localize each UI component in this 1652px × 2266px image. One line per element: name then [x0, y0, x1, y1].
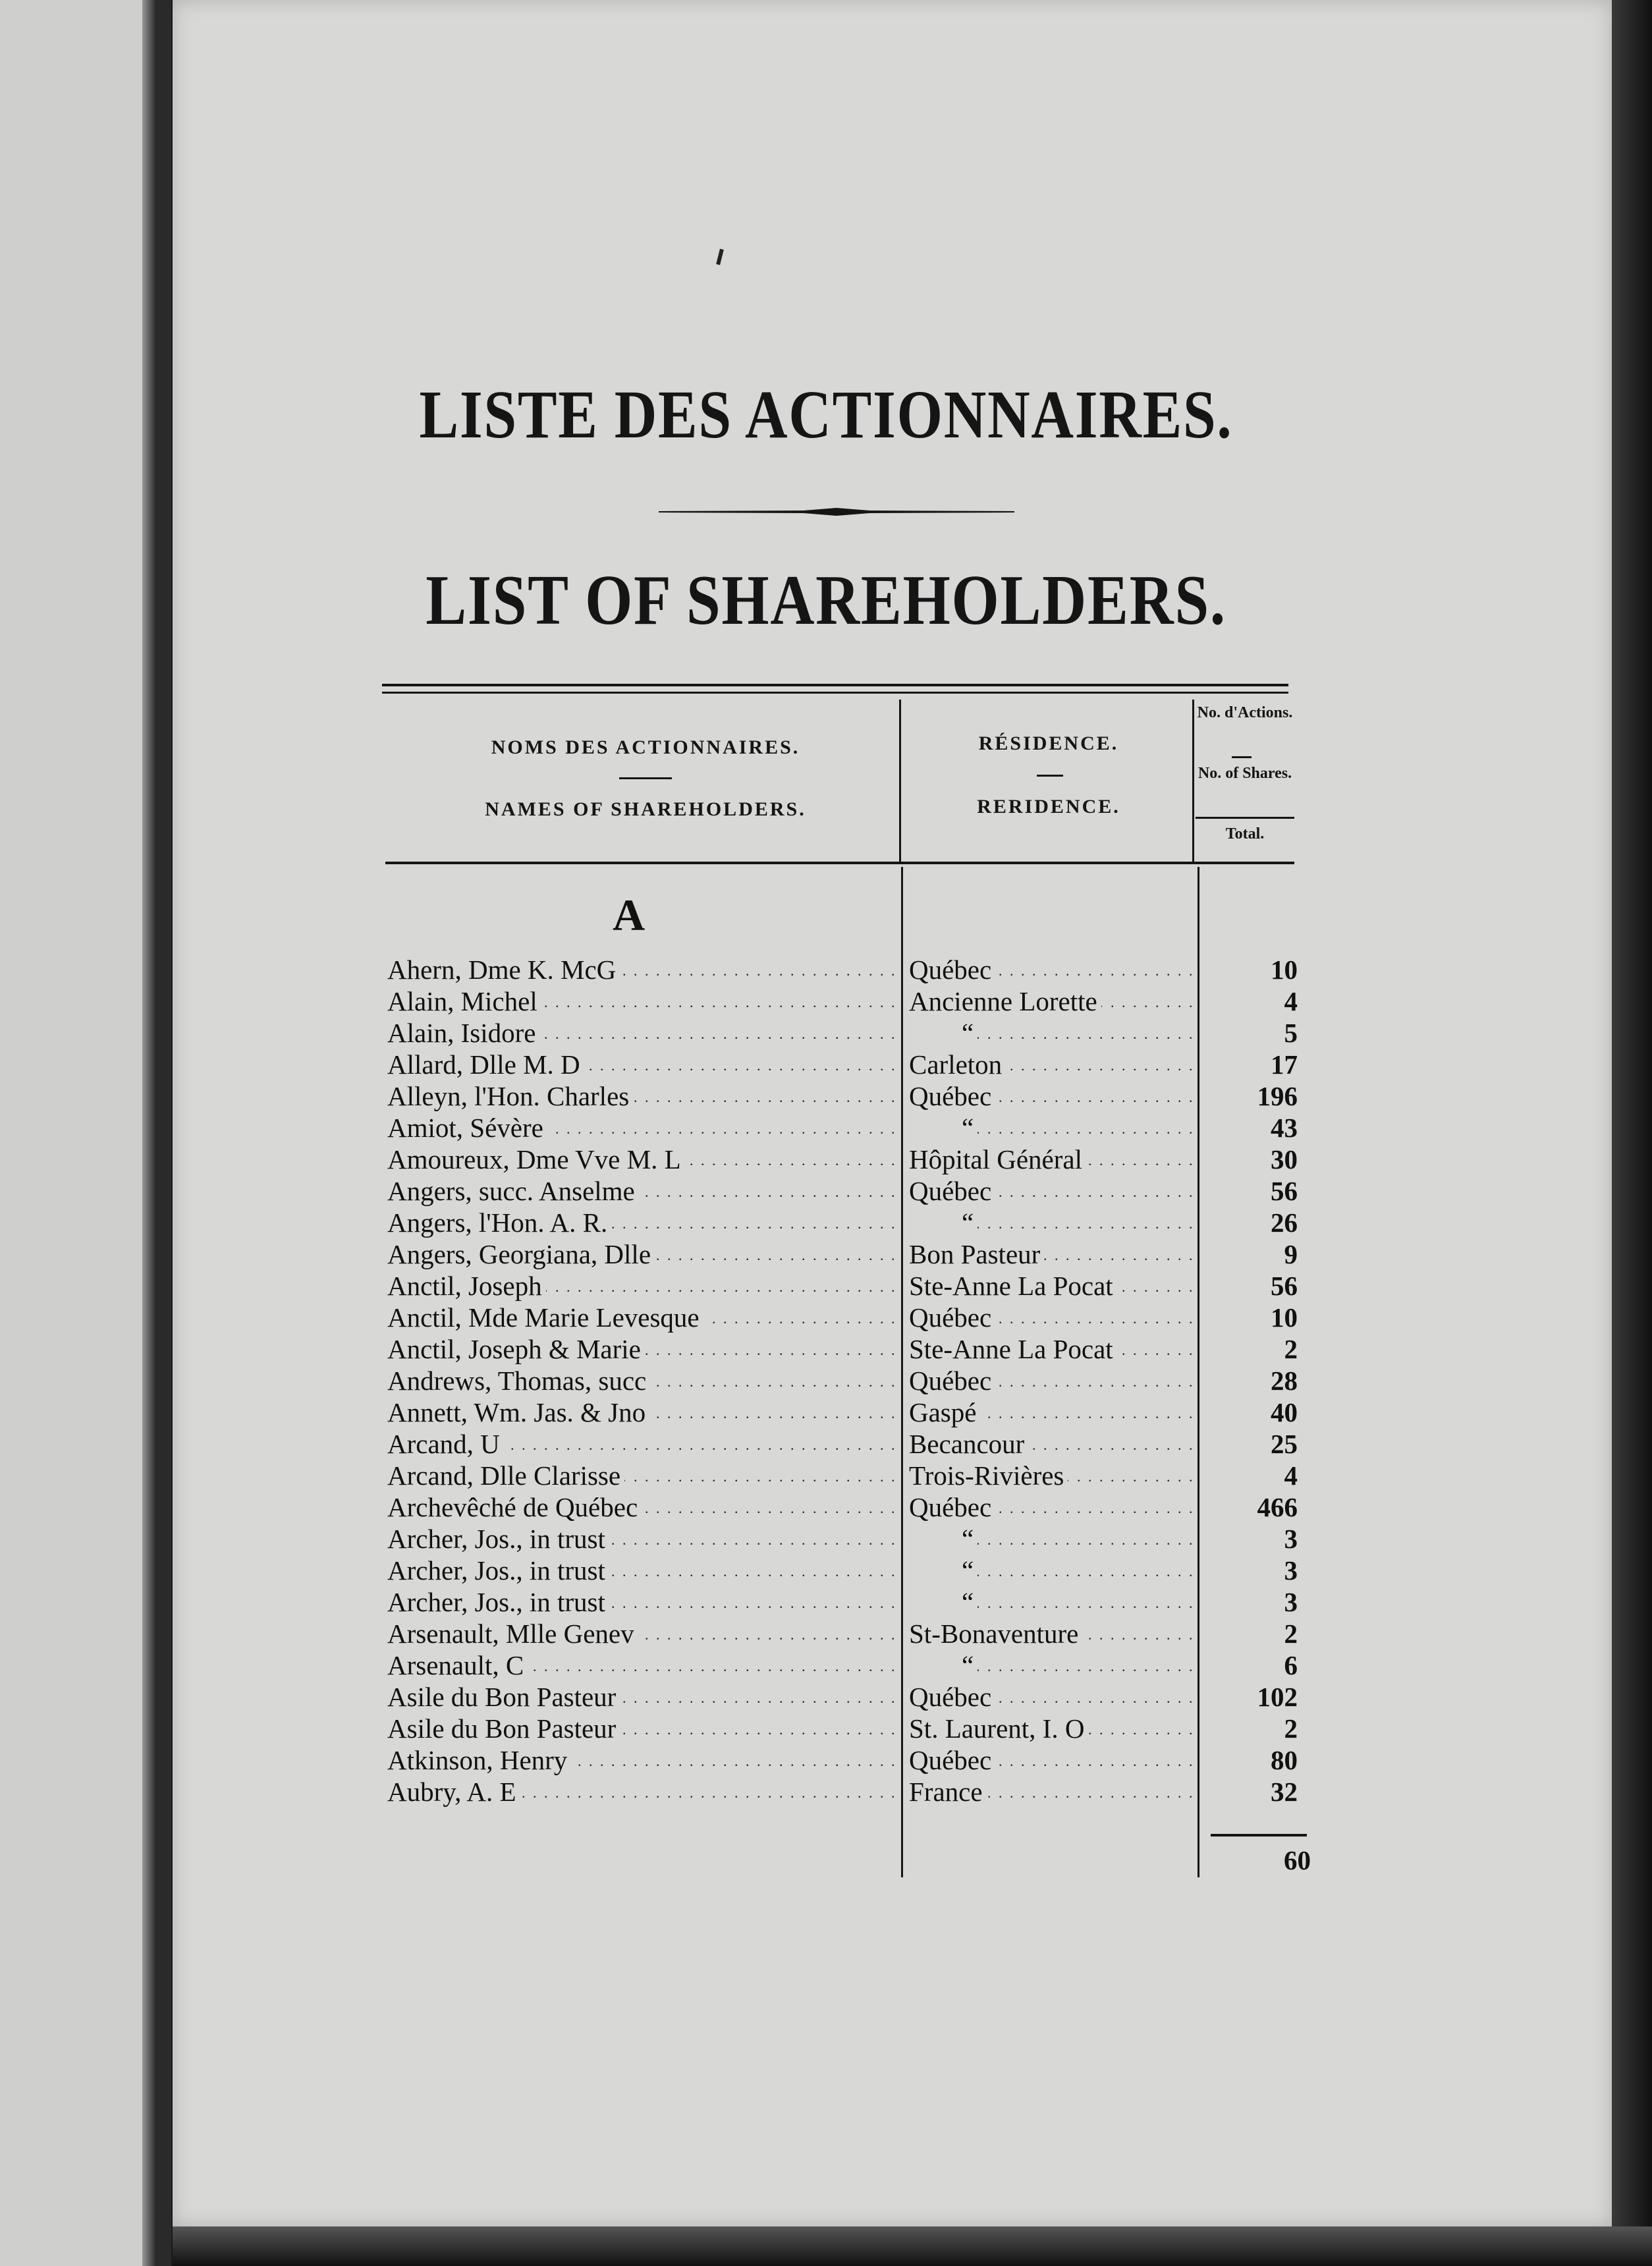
table-row: [0, 1144, 1652, 1175]
share-count: 25: [1271, 1429, 1298, 1459]
shareholder-residence: “ . . .: [909, 1017, 1199, 1049]
table-row: [0, 1302, 1652, 1333]
shareholder-name: Ahern, Dme K. McG . . .: [387, 954, 898, 985]
table-row: [0, 1175, 1652, 1207]
shareholder-residence: Ancienne Lorette . . .: [909, 985, 1199, 1017]
shareholder-residence: Gaspé . . .: [909, 1396, 1199, 1428]
table-row: [0, 1555, 1652, 1586]
table-row: [0, 1744, 1652, 1776]
shareholder-name: Arsenault, Mlle Genev . . .: [387, 1618, 898, 1649]
share-count: 2: [1284, 1713, 1298, 1744]
shareholder-residence: “ . . .: [909, 1649, 1199, 1681]
shareholder-residence: Québec . . .: [909, 1744, 1199, 1776]
title-english: LIST OF SHAREHOLDERS.: [426, 561, 1226, 640]
table-row: [0, 1618, 1652, 1649]
shareholder-residence: Québec . . .: [909, 1681, 1199, 1713]
share-count: 2: [1284, 1334, 1298, 1364]
shareholder-residence: Bon Pasteur . . .: [909, 1238, 1199, 1270]
table-row: [0, 1333, 1652, 1365]
share-count: 30: [1271, 1144, 1298, 1174]
shareholder-name: Archer, Jos., in trust . . .: [387, 1523, 898, 1555]
share-count: 466: [1257, 1492, 1298, 1522]
shareholder-name: Atkinson, Henry . . .: [387, 1744, 898, 1776]
header-total: Total.: [1225, 825, 1265, 843]
title-ornament: [659, 507, 1014, 515]
shareholder-residence: Québec . . .: [909, 954, 1199, 985]
shareholder-name: Andrews, Thomas, succ . . .: [387, 1365, 898, 1396]
header-name-fr: NOMS DES ACTIONNAIRES.: [491, 736, 800, 758]
shareholder-name: Aubry, A. E . . .: [387, 1776, 898, 1808]
table-row: [0, 985, 1652, 1017]
header-total-rule: [1196, 817, 1294, 819]
shareholder-name: Asile du Bon Pasteur . . .: [387, 1713, 898, 1744]
share-count: 2: [1284, 1618, 1298, 1649]
shareholder-name: Arcand, Dlle Clarisse . . .: [387, 1460, 898, 1491]
table-row: [0, 1080, 1652, 1112]
share-count: 4: [1284, 986, 1298, 1016]
share-count: 9: [1284, 1239, 1298, 1269]
shareholder-residence: St. Laurent, I. O . . .: [909, 1713, 1199, 1744]
header-bottom-rule: [385, 862, 1294, 864]
table-row: [0, 1270, 1652, 1302]
table-row: [0, 1681, 1652, 1713]
table-top-rule-2: [382, 692, 1288, 694]
shareholder-residence: St-Bonaventure . . .: [909, 1618, 1199, 1649]
share-count: 32: [1271, 1777, 1298, 1807]
page-total: 60: [1284, 1845, 1311, 1875]
table-row: [0, 1491, 1652, 1523]
shareholder-residence: “ . . .: [909, 1523, 1199, 1555]
share-count: 5: [1284, 1018, 1298, 1048]
header-shares-fr: No. d'Actions.: [1197, 704, 1293, 721]
shareholder-name: Amoureux, Dme Vve M. L . . .: [387, 1144, 898, 1175]
shareholder-name: Angers, l'Hon. A. R. . . .: [387, 1207, 898, 1238]
share-count: 3: [1284, 1524, 1298, 1554]
shareholder-residence: Trois-Rivières . . .: [909, 1460, 1199, 1491]
shareholder-name: Asile du Bon Pasteur . . .: [387, 1681, 898, 1713]
title-french: LISTE DES ACTIONNAIRES.: [419, 377, 1233, 453]
header-residence-dash: [1037, 775, 1063, 777]
table-row: [0, 1207, 1652, 1238]
table-row: [0, 1049, 1652, 1080]
shareholder-residence: “ . . .: [909, 1207, 1199, 1238]
shareholder-residence: Carleton . . .: [909, 1049, 1199, 1080]
shareholder-residence: Québec . . .: [909, 1365, 1199, 1396]
shareholder-residence: “ . . .: [909, 1555, 1199, 1586]
header-name-dash: [619, 777, 672, 779]
shareholder-name: Alleyn, l'Hon. Charles . . .: [387, 1080, 898, 1112]
shareholder-name: Angers, succ. Anselme . . .: [387, 1175, 898, 1207]
table-row: [0, 1776, 1652, 1808]
header-name-en: NAMES OF SHAREHOLDERS.: [485, 798, 806, 820]
share-count: 17: [1271, 1049, 1298, 1080]
table-row: [0, 1365, 1652, 1396]
shareholder-name: Amiot, Sévère . . .: [387, 1112, 898, 1144]
column-divider-1: [899, 700, 901, 862]
table-top-rule: [382, 684, 1288, 686]
shareholder-residence: France . . .: [909, 1776, 1199, 1808]
share-count: 56: [1271, 1271, 1298, 1301]
table-row: [0, 1460, 1652, 1491]
share-count: 43: [1271, 1113, 1298, 1143]
shareholder-name: Annett, Wm. Jas. & Jno . . .: [387, 1396, 898, 1428]
header-residence-en: RERIDENCE.: [977, 796, 1120, 817]
shareholder-residence: Becancour . . .: [909, 1428, 1199, 1460]
table-row: [0, 1238, 1652, 1270]
share-count: 196: [1257, 1081, 1298, 1111]
share-count: 3: [1284, 1587, 1298, 1617]
shareholder-residence: Hôpital Général . . .: [909, 1144, 1199, 1175]
share-count: 80: [1271, 1745, 1298, 1775]
shareholder-name: Arsenault, C . . .: [387, 1649, 898, 1681]
shareholder-name: Angers, Georgiana, Dlle . . .: [387, 1238, 898, 1270]
sum-rule: [1211, 1834, 1307, 1837]
shareholder-residence: “ . . .: [909, 1586, 1199, 1618]
share-count: 26: [1271, 1207, 1298, 1238]
shareholder-residence: “ . . .: [909, 1112, 1199, 1144]
table-row: [0, 1428, 1652, 1460]
shareholder-residence: Ste-Anne La Pocat . . .: [909, 1333, 1199, 1365]
table-row: [0, 1649, 1652, 1681]
table-row: [0, 1586, 1652, 1618]
shareholder-name: Anctil, Mde Marie Levesque . . .: [387, 1302, 898, 1333]
shareholder-residence: Ste-Anne La Pocat . . .: [909, 1270, 1199, 1302]
shareholder-residence: Québec . . .: [909, 1080, 1199, 1112]
share-count: 10: [1271, 954, 1298, 985]
header-shares-en: No. of Shares.: [1198, 765, 1292, 782]
shareholder-residence: Québec . . .: [909, 1491, 1199, 1523]
shareholder-name: Anctil, Joseph & Marie . . .: [387, 1333, 898, 1365]
shareholder-name: Arcand, U . . .: [387, 1428, 898, 1460]
shareholder-name: Alain, Isidore . . .: [387, 1017, 898, 1049]
table-row: [0, 954, 1652, 985]
share-count: 10: [1271, 1302, 1298, 1333]
page-bottom-edge: [173, 2226, 1652, 2266]
column-divider-2: [1192, 700, 1194, 862]
section-letter: A: [613, 890, 648, 940]
shareholder-name: Anctil, Joseph . . .: [387, 1270, 898, 1302]
header-shares-dash: [1232, 756, 1252, 758]
table-row: [0, 1523, 1652, 1555]
header-residence-fr: RÉSIDENCE.: [978, 732, 1119, 754]
shareholder-name: Allard, Dlle M. D . . .: [387, 1049, 898, 1080]
share-count: 56: [1271, 1176, 1298, 1206]
shareholder-name: Archer, Jos., in trust . . .: [387, 1555, 898, 1586]
share-count: 4: [1284, 1460, 1298, 1491]
table-row: [0, 1112, 1652, 1144]
share-count: 102: [1257, 1682, 1298, 1712]
share-count: 6: [1284, 1650, 1298, 1680]
shareholder-name: Alain, Michel . . .: [387, 985, 898, 1017]
shareholder-residence: Québec . . .: [909, 1175, 1199, 1207]
shareholder-name: Archevêché de Québec . . .: [387, 1491, 898, 1523]
share-count: 3: [1284, 1555, 1298, 1586]
shareholder-name: Archer, Jos., in trust . . .: [387, 1586, 898, 1618]
shareholder-residence: Québec . . .: [909, 1302, 1199, 1333]
table-row: [0, 1396, 1652, 1428]
share-count: 40: [1271, 1397, 1298, 1427]
table-row: [0, 1713, 1652, 1744]
table-row: [0, 1017, 1652, 1049]
share-count: 28: [1271, 1366, 1298, 1396]
